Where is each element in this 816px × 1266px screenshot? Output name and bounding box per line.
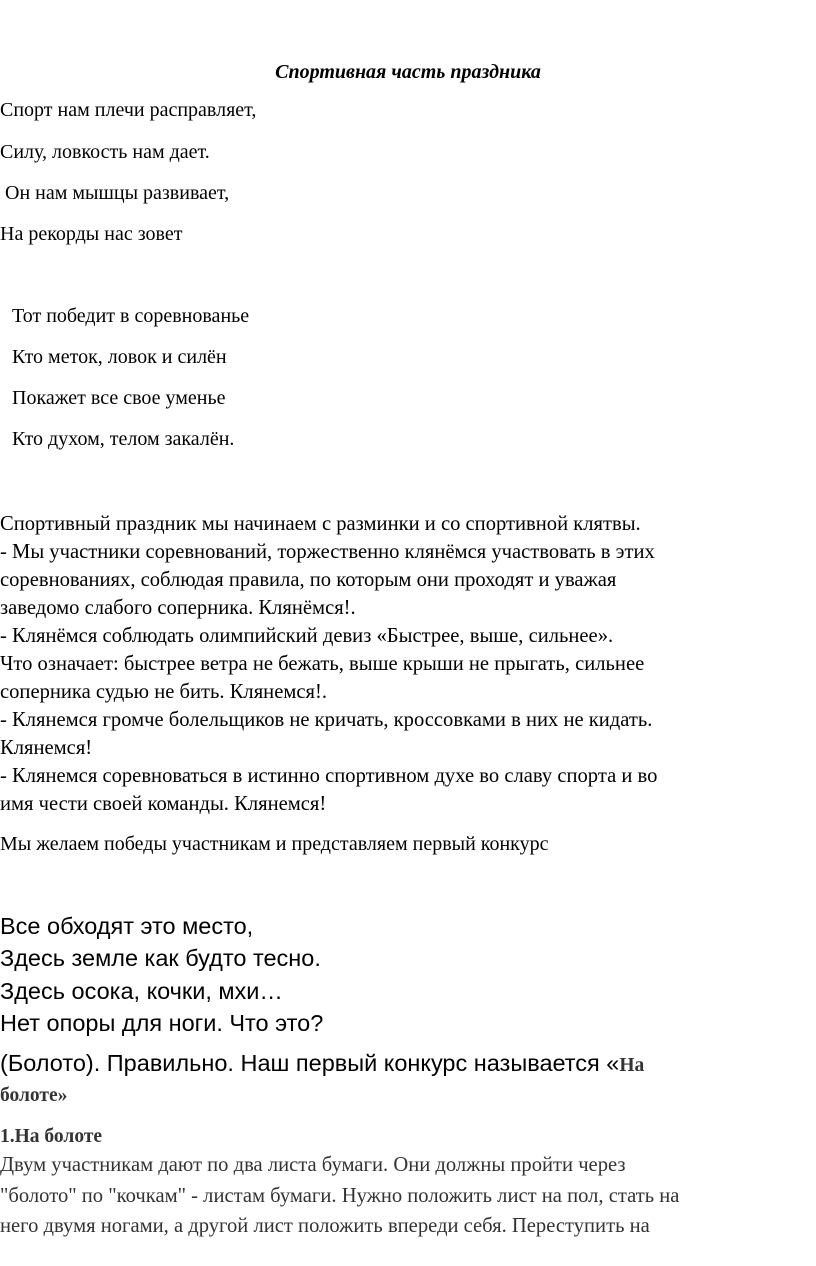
oath-line: Клянемся! bbox=[0, 737, 93, 759]
contest-name-part: болоте» bbox=[0, 1085, 68, 1106]
poem1-line: На рекорды нас зовет bbox=[0, 223, 183, 245]
poem2-line: Кто духом, телом закалён. bbox=[12, 428, 235, 450]
poem1-line: Он нам мышцы развивает, bbox=[0, 182, 230, 204]
oath-line: - Клянемся громче болельщиков не кричать, кроссовками в них не кидать. bbox=[0, 709, 653, 731]
contest-heading: 1.На болоте bbox=[0, 1126, 103, 1147]
oath-line: - Клянемся соревноваться в истинно спортивном духе во славу спорта и во bbox=[0, 765, 658, 787]
wish-line: Мы желаем победы участникам и представляем первый конкурс bbox=[0, 833, 549, 855]
oath-line: Что означает: быстрее ветра не бежать, выше крыши не прыгать, сильнее bbox=[0, 653, 645, 675]
contest-line: Двум участникам дают по два листа бумаги. Они должны пройти через bbox=[0, 1154, 626, 1176]
oath-line: - Клянёмся соблюдать олимпийский девиз «Быстрее, выше, сильнее». bbox=[0, 625, 614, 647]
oath-line: соревнованиях, соблюдая правила, по которым они проходят и уважая bbox=[0, 569, 617, 591]
poem1-line: Силу, ловкость нам дает. bbox=[0, 141, 210, 163]
page-title: Спортивная часть праздника bbox=[275, 61, 541, 83]
contest-description bbox=[0, 1150, 812, 1242]
poem2-line: Кто меток, ловок и силён bbox=[12, 346, 227, 368]
poem2-line: Покажет все свое уменье bbox=[12, 387, 226, 409]
contest-line: "болото" по "кочкам" - листам бумаги. Нужно положить лист на пол, стать на bbox=[0, 1184, 680, 1207]
oath-line: Спортивный праздник мы начинаем с разминки и со спортивной клятвы. bbox=[0, 513, 641, 535]
oath-paragraph bbox=[0, 510, 812, 818]
answer-line bbox=[0, 1052, 644, 1076]
poem2-line: Тот победит в соревнованье bbox=[12, 305, 250, 327]
oath-line: соперника судью не бить. Клянемся!. bbox=[0, 681, 327, 703]
contest-name-part: На bbox=[619, 1055, 645, 1076]
riddle-line: Здесь земле как будто тесно. bbox=[0, 945, 321, 971]
contest-line: него двумя ногами, а другой лист положить впереди себя. Переступить на bbox=[0, 1215, 650, 1237]
oath-line: заведомо слабого соперника. Клянёмся!. bbox=[0, 597, 356, 619]
poem1-line: Спорт нам плечи расправляет, bbox=[0, 99, 257, 121]
oath-line: имя чести своей команды. Клянемся! bbox=[0, 793, 327, 815]
oath-line: - Мы участники соревнований, торжественно клянёмся участвовать в этих bbox=[0, 541, 655, 563]
riddle-line: Здесь осока, кочки, мхи… bbox=[0, 978, 283, 1004]
answer-text: (Болото). Правильно. Наш первый конкурс называется « bbox=[0, 1050, 620, 1076]
riddle-line: Все обходят это место, bbox=[0, 913, 254, 939]
riddle-line: Нет опоры для ноги. Что это? bbox=[0, 1010, 324, 1036]
